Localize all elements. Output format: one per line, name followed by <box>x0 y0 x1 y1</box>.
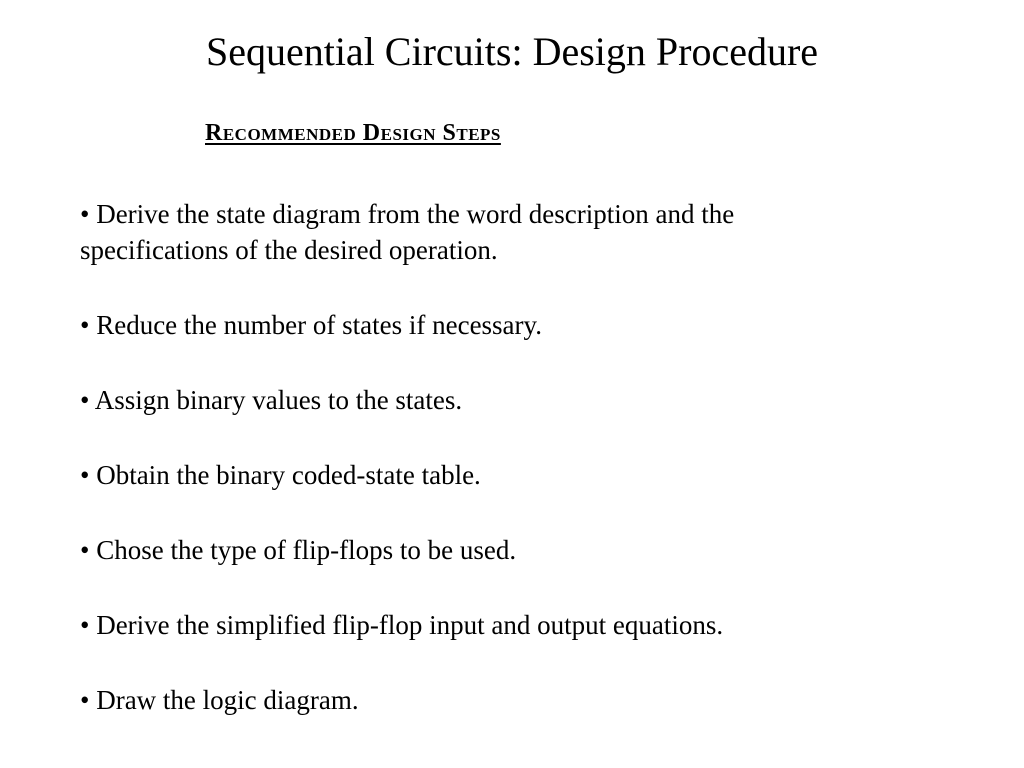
bullet-icon: • <box>80 385 90 415</box>
step-text: Derive the state diagram from the word description and the specifications of the desired operation. <box>80 199 735 265</box>
step-text: Obtain the binary coded-state table. <box>96 460 481 490</box>
list-item <box>80 196 880 268</box>
bullet-icon: • <box>80 460 90 490</box>
list-item <box>80 532 880 568</box>
slide-title: Sequential Circuits: Design Procedure <box>205 29 819 74</box>
bullet-icon: • <box>80 310 90 340</box>
design-steps-list <box>80 196 880 718</box>
list-item <box>80 682 880 718</box>
step-text: Chose the type of flip-flops to be used. <box>96 535 517 565</box>
bullet-icon: • <box>80 199 90 229</box>
list-item <box>80 457 880 493</box>
slide-subtitle: Recommended Design Steps <box>205 120 501 146</box>
list-item <box>80 382 880 418</box>
bullet-icon: • <box>80 685 90 715</box>
bullet-icon: • <box>80 535 90 565</box>
step-text: Draw the logic diagram. <box>96 685 359 715</box>
step-text: Assign binary values to the states. <box>94 385 463 415</box>
list-item <box>80 307 880 343</box>
bullet-icon: • <box>80 610 90 640</box>
list-item <box>80 607 880 643</box>
step-text: Derive the simplified flip-flop input and output equations. <box>96 610 724 640</box>
step-text: Reduce the number of states if necessary. <box>96 310 543 340</box>
